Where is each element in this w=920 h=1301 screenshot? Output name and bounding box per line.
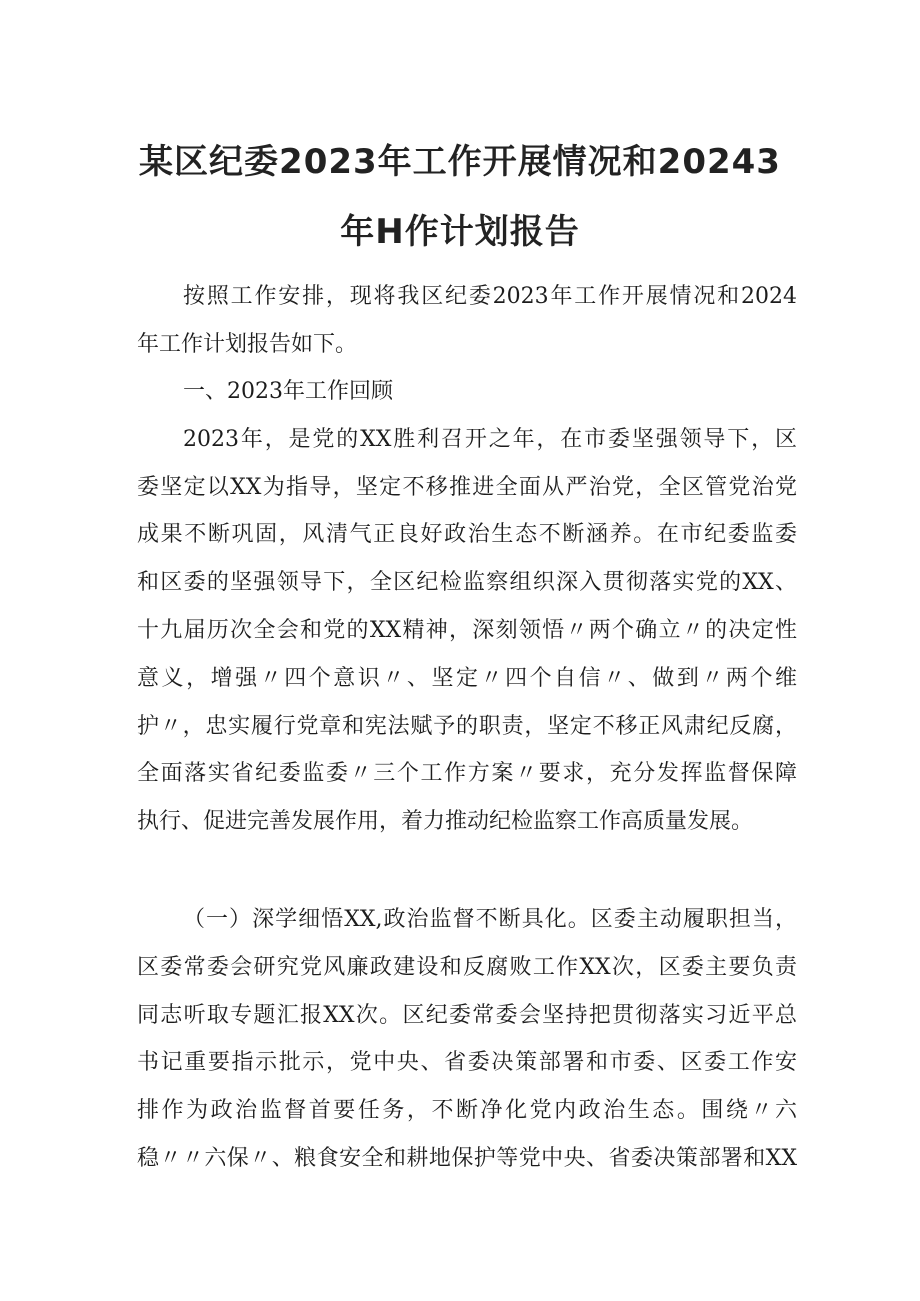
paragraph-line: 书记重要指示批示，党中央、省委决策部署和市委、区委工作安 xyxy=(137,1050,797,1075)
paragraph-line: 十九届历次全会和党的XX精神，深刻领悟〃两个确立〃的决定性 xyxy=(137,618,797,643)
paragraph-line: 成果不断巩固，风清气正良好政治生态不断涵养。在市纪委监委 xyxy=(137,522,797,547)
paragraph-line: （一）深学细悟XX,政治监督不断具化。区委主动履职担当， xyxy=(183,907,797,932)
paragraph-line: 全面落实省纪委监委〃三个工作方案〃要求，充分发挥监督保障 xyxy=(137,761,797,786)
paragraph-line: 护〃，忠实履行党章和宪法赋予的职责，坚定不移正风肃纪反腐， xyxy=(137,714,797,739)
section-heading: 一、2023年工作回顾 xyxy=(183,379,393,404)
paragraph-line: 排作为政治监督首要任务，不断净化党内政治生态。围绕〃六 xyxy=(137,1098,797,1123)
paragraph-line: 区委常委会研究党风廉政建设和反腐败工作XX次，区委主要负责 xyxy=(137,955,797,980)
paragraph-line: 意义，增强〃四个意识〃、坚定〃四个自信〃、做到〃两个维 xyxy=(137,666,797,691)
paragraph-line: 委坚定以XX为指导，坚定不移推进全面从严治党，全区管党治党 xyxy=(137,475,797,500)
paragraph-line: 执行、促进完善发展作用，着力推动纪检监察工作高质量发展。 xyxy=(137,809,754,834)
document-title-line-1: 某区纪委2023年工作开展情况和20243 xyxy=(139,142,781,182)
document-title-line-2: 年H作计划报告 xyxy=(340,212,580,252)
intro-line: 按照工作安排，现将我区纪委2023年工作开展情况和2024 xyxy=(183,284,797,309)
paragraph-line: 同志听取专题汇报XX次。区纪委常委会坚持把贯彻落实习近平总 xyxy=(137,1003,797,1028)
intro-line: 年工作计划报告如下。 xyxy=(137,332,358,357)
paragraph-line: 稳〃〃六保〃、粮食安全和耕地保护等党中央、省委决策部署和XX xyxy=(137,1146,797,1171)
paragraph-line: 2023年，是党的XX胜利召开之年，在市委坚强领导下，区 xyxy=(183,427,797,452)
paragraph-line: 和区委的坚强领导下，全区纪检监察组织深入贯彻落实党的XX、 xyxy=(137,570,797,595)
